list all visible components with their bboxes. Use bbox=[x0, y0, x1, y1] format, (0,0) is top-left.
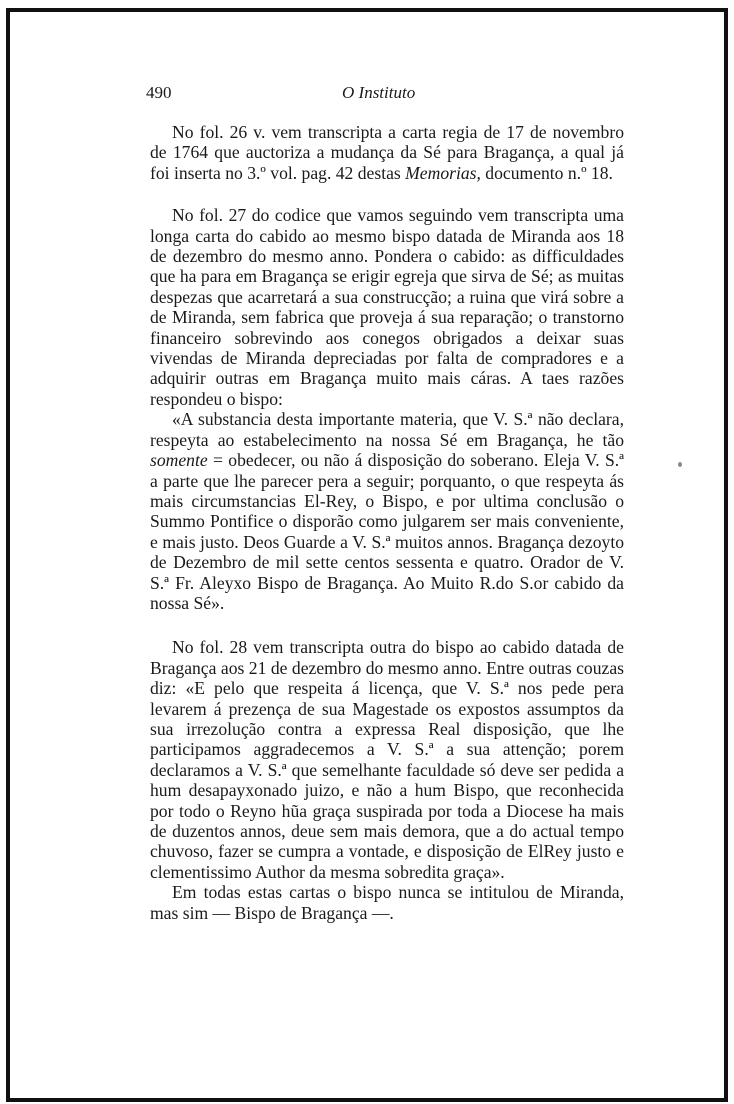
paragraph-text: «A substancia desta importante materia, que V. S.ª não declara, respeyta ao estabelecimento na nossa Sé em Bragança, he tão bbox=[150, 409, 624, 450]
paragraph-tail: = obedecer, ou não á disposição do soberano. Eleja V. S.ª a parte que lhe parecer pera a seguir; porquanto, o que respeyta ás mais circumstancias El-Rey, o Bispo, e por ultima conclusão o Summo Pontifice o disporão como julgarem ser mais conveniente, e mais justo. Deos Guarde a V. S.ª muitos annos. Bragança dezoyto de Dezembro de mil sette centos sessenta e quatro. Orador de V. S.ª Fr. Aleyxo Bispo de Bragança. Ao Muito R.do S.or cabido da nossa Sé». bbox=[150, 450, 624, 613]
paragraph-fol-28 bbox=[150, 637, 624, 882]
paragraph-text: No fol. 28 vem transcripta outra do bispo ao cabido datada de Bragança aos 21 de dezembro do mesmo anno. Entre outras couzas diz: «E pelo que respeita á licença, que V. S.ª nos pede pera levarem á prezença de sua Magestade os expostos assumptos da sua irrezolução contra a expressa Real disposição, que lhe participamos aggradecemos a V. S.ª a sua attenção; porem declaramos a V. S.ª que semelhante faculdade só deve ser pedida a hum desapayxonado juizo, e não a hum Bispo, que reconhecida por todo o Reyno hũa graça suspirada por toda a Diocese ha mais de duzentos annos, deue sem mais demora, que a do actual tempo chuvoso, fazer se cumpra a vontade, e disposição de ElRey justo e clementissimo Author da mesma sobredita graça». bbox=[150, 637, 624, 882]
paragraph-italic: Memorias, bbox=[405, 162, 481, 183]
paragraph-tail: documento n.º 18. bbox=[480, 162, 613, 183]
paragraph-conclusao bbox=[150, 882, 624, 923]
paragraph-text: Em todas estas cartas o bispo nunca se intitulou de Miranda, mas sim — Bispo de Bragança —. bbox=[150, 882, 624, 923]
paragraph-text: No fol. 27 do codice que vamos seguindo vem transcripta uma longa carta do cabido ao mesmo bispo datada de Miranda aos 18 de dezembro do mesmo anno. Pondera o cabido: as difficuldades que ha para em Bragança se erigir egreja que sirva de Sé; as muitas despezas que acarretará a sua construcção; a ruina que virá sobre a de Miranda, sem fabrica que proveja á sua reparação; o transtorno financeiro sobrevindo aos conegos obrigados a deixar suas vivendas de Miranda depreciadas por falta de compradores e a adquirir outras em Bragança muito mais cáras. A taes razões respondeu o bispo: bbox=[150, 205, 624, 409]
body-text bbox=[150, 122, 624, 923]
paper-speck bbox=[678, 462, 682, 467]
paragraph-text: No fol. 26 v. vem transcripta a carta regia de 17 de novembro de 1764 que auctoriza a mudança da Sé para Bragança, a qual já foi inserta no 3.º vol. pag. 42 destas bbox=[150, 122, 624, 183]
paragraph-resposta-bispo bbox=[150, 409, 624, 613]
paragraph-carta-regia bbox=[150, 122, 624, 183]
paragraph-carta-cabido bbox=[150, 205, 624, 409]
running-title: O Instituto bbox=[342, 83, 416, 102]
page-number: 490 bbox=[146, 83, 172, 102]
running-head bbox=[146, 82, 586, 106]
paragraph-italic: somente bbox=[150, 450, 208, 471]
